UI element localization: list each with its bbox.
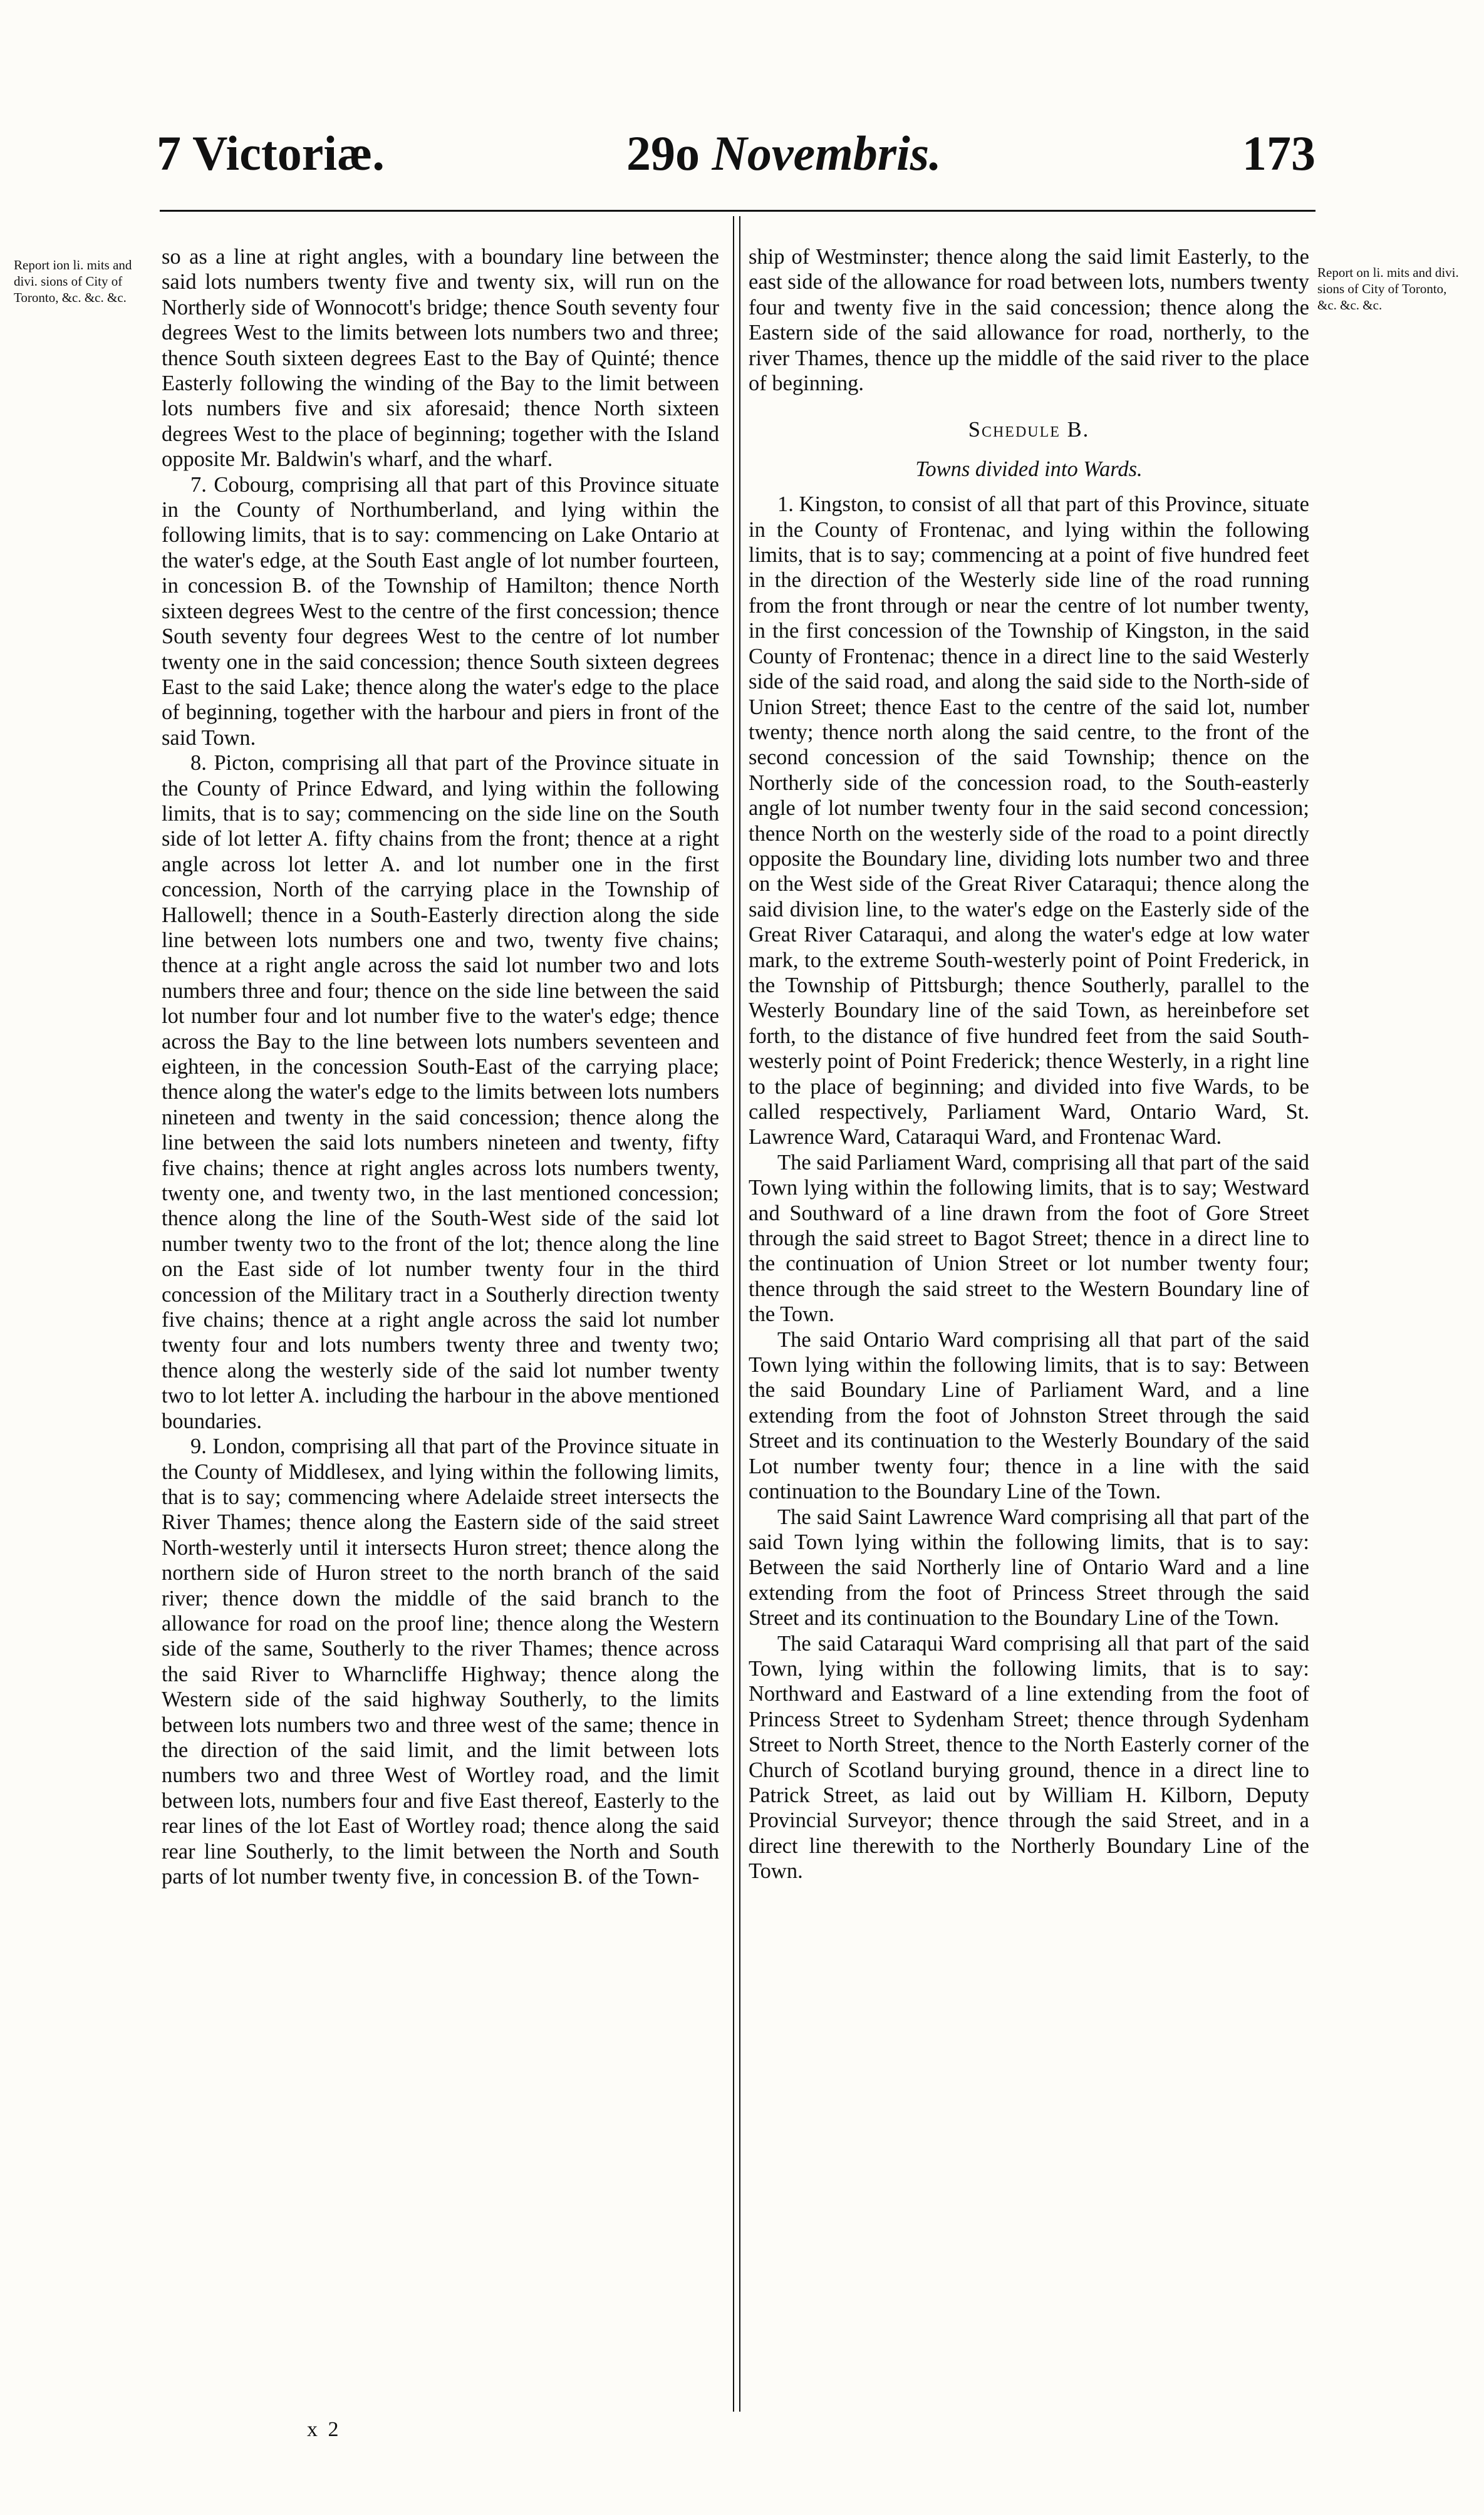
paragraph-picton: 8. Picton, comprising all that part of the Province situate in the County of Prince Edward, and lying within the following limits, that is to say; commencing on the side line on the South side of lot letter A. fifty chains from the front; thence at a right angle across lot letter A. and lot number one in the first concession, North of the carrying place in the Township of Hallowell; thence in a South-Easterly direction along the side line between lots numbers one and two, twenty five chains; thence at a right angle across the said lot number two and lots numbers three and four; thence on the side line between the said lot number four and lot number five to the water's edge; thence across the Bay to the line between lots numbers seventeen and eighteen, in the concession South-East of the carrying place; thence along the water's edge to the limits between lots numbers nineteen and twenty in the said concession; thence along the line between the said lots numbers nineteen and twenty, fifty five chains; thence at right angles across lots numbers twenty, twenty one, and twenty two, in the last mentioned concession; thence along the line of the South-West side of the said lot number twenty two to the front of the lot; thence along the line on the East side of lot number twenty four in the third concession of the Military tract in a Southerly direction twenty five chains; thence at a right angle across the said lot number twenty four and lots numbers twenty three and twenty two; thence along the westerly side of the said lot number twenty two to lot letter A. including the harbour in the above mentioned boundaries.: [162, 751, 719, 1433]
paragraph-parliament-ward: The said Parliament Ward, comprising all that part of the said Town lying within the following limits, that is to say; Westward and Southward of a line drawn from the foot of Gore Street through the said street to Bagot Street; thence in a direct line to the continuation of Union Street or lot number twenty four; thence through the said street to the Western Boundary line of the Town.: [749, 1150, 1309, 1327]
paragraph-cataraqui-ward: The said Cataraqui Ward comprising all that part of the said Town, lying within the following limits, that is to say: Northward and Eastward of a line extending from the foot of Princess Street to Sydenham Street; thence through Sydenham Street to North Street, thence to the North Easterly corner of the Church of Scotland burying ground, thence in a direct line to Patrick Street, as laid out by William H. Kilborn, Deputy Provincial Surveyor; thence through the said Street, and in a direct line therewith to the Northerly Boundary Line of the Town.: [749, 1631, 1309, 1884]
page-number: 173: [1242, 126, 1315, 180]
paragraph-st-lawrence-ward: The said Saint Lawrence Ward comprising all that part of the said Town lying within the following limits, that is to say: Between the said Northerly line of Ontario Ward and a line extending from the foot of Princess Street through the said Street and its continuation to the Boundary Line of the Town.: [749, 1505, 1309, 1631]
header-regnal-year: 7 Victoriæ.: [157, 126, 385, 180]
header-date: [626, 122, 942, 185]
paragraph-westminster: ship of Westminster; thence along the said limit Easterly, to the east side of the allowance for road between lots, numbers twenty four and twenty five in the said concession; thence along the Eastern side of the said allowance for road, northerly, to the river Thames, thence up the middle of the said river to the place of beginning.: [749, 245, 1309, 396]
schedule-heading: Schedule B.: [968, 418, 1090, 442]
right-column: [749, 244, 1309, 1884]
sidenote-right: Report on li. mits and divi. sions of City of Toronto, &c. &c. &c.: [1317, 265, 1459, 313]
column-divider: [733, 216, 740, 2412]
schedule-subheading: Towns divided into Wards.: [915, 457, 1143, 481]
paragraph-london: 9. London, comprising all that part of the Province situate in the County of Middlesex, and lying within the following limits, that is to say; commencing where Adelaide street intersects the River Thames; thence along the Eastern side of the said street North-westerly until it intersects Huron street; thence along the northern side of Huron street to the north branch of the said river; thence down the middle of the said branch to the allowance for road on the proof line; thence along the Western side of the same, Southerly to the river Thames; thence across the said River to Wharncliffe Highway; thence along the Western side of the said highway Southerly, to the limits between lots numbers two and three west of the same; thence in the direction of the said limit, and the limit between lots numbers two and three West of Wortley road, and the limit between lots, numbers four and five East thereof, Easterly to the rear lines of the lot East of Wortley road; thence along the said rear line Southerly, to the limit between the North and South parts of lot number twenty five, in concession B. of the Town-: [162, 1434, 719, 1889]
header-rule: [160, 210, 1315, 212]
paragraph-cobourg: 7. Cobourg, comprising all that part of this Province situate in the County of Northumberland, and lying within the following limits, that is to say: commencing on Lake Ontario at the water's edge, at the South East angle of lot number fourteen, in concession B. of the Township of Hamilton; thence North sixteen degrees West to the centre of the first concession; thence South seventy four degrees West to the centre of lot number twenty one in the said concession; thence South sixteen degrees East to the said Lake; thence along the water's edge to the place of beginning, together with the harbour and piers in front of the said Town.: [162, 472, 719, 750]
header-month: Novembris.: [712, 126, 942, 180]
page-header: [157, 122, 1315, 191]
header-day: 29o: [626, 126, 700, 180]
signature-mark: x 2: [307, 2418, 341, 2441]
paragraph-kingston: 1. Kingston, to consist of all that part of this Province, situate in the County of Frontenac, and lying within the following limits, that is to say; commencing at a point of five hundred feet in the direction of the Westerly side line of the road running from the front through or near the centre of lot number twenty, in the first concession of the Township of Kingston, in the said County of Frontenac; thence in a direct line to the said Westerly side of the said road, and along the said side to the North-side of Union Street; thence East to the centre of the said lot, number twenty; thence north along the said centre, to the front of the second concession of the said Township; thence on the Northerly side of the concession road, to the South-easterly angle of lot number twenty four in the said second concession; thence North on the westerly side of the road to a point directly opposite the Boundary line, dividing lots number two and three on the West side of the Great River Cataraqui; thence along the said division line, to the water's edge on the Easterly side of the Great River Cataraqui, and along the water's edge at low water mark, to the extreme South-westerly point of Point Frederick, in the Township of Pittsburgh; thence Southerly, parallel to the Westerly Boundary line of the said Town, as hereinbefore set forth, to the distance of five hundred feet from the said South-westerly point of Point Frederick; thence Westerly, in a right line to the place of beginning; and divided into five Wards, to be called respectively, Parliament Ward, Ontario Ward, St. Lawrence Ward, Cataraqui Ward, and Frontenac Ward.: [749, 492, 1309, 1149]
paragraph-continued: so as a line at right angles, with a boundary line between the said lots numbers twenty five and twenty six, will run on the Northerly side of Wonnocott's bridge; thence South seventy four degrees West to the limits between lots numbers two and three; thence South sixteen degrees East to the Bay of Quinté; thence Easterly following the winding of the Bay to the limit between lots numbers five and six aforesaid; thence North sixteen degrees West to the place of beginning; together with the Island opposite Mr. Baldwin's wharf, and the wharf.: [162, 245, 719, 472]
paragraph-ontario-ward: The said Ontario Ward comprising all that part of the said Town lying within the following limits, that is to say: Between the said Boundary Line of Parliament Ward, and a line extending from the foot of Johnston Street through the said Street and its continuation to the Westerly Boundary of the said Lot number twenty four; thence in a line with the said continuation to the Boundary Line of the Town.: [749, 1327, 1309, 1504]
left-column: [162, 244, 719, 1889]
sidenote-left: Report ion li. mits and divi. sions of City of Toronto, &c. &c. &c.: [14, 257, 132, 305]
